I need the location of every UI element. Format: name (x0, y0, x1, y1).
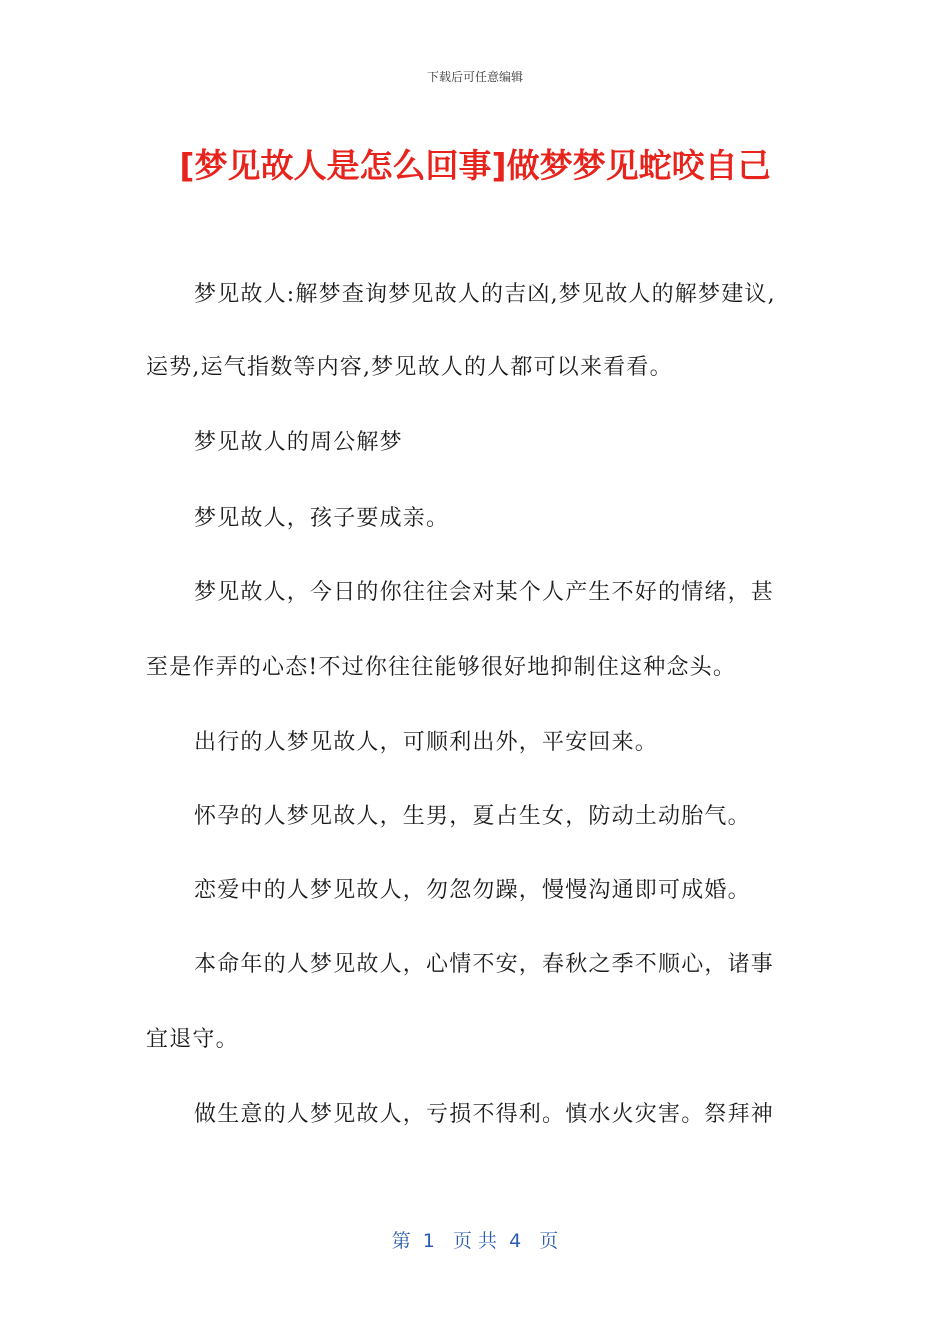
paragraph-line: 梦见故人:解梦查询梦见故人的吉凶,梦见故人的解梦建议, (194, 282, 776, 307)
paragraph-line: 做生意的人梦见故人，亏损不得利。慎水火灾害。祭拜神 (194, 1102, 775, 1127)
header-note: 下载后可任意编辑 (426, 70, 523, 84)
paragraph-line: 宜退守。 (146, 1027, 239, 1052)
paragraph-line: 运势,运气指数等内容,梦见故人的人都可以来看看。 (146, 355, 673, 380)
paragraph-line: 恋爱中的人梦见故人，勿忽勿躁，慢慢沟通即可成婚。 (194, 878, 751, 903)
paragraph-line: 出行的人梦见故人，可顺利出外，平安回来。 (194, 730, 659, 755)
paragraph-line: 梦见故人，孩子要成亲。 (194, 506, 450, 531)
paragraph-line: 怀孕的人梦见故人，生男，夏占生女，防动土动胎气。 (194, 804, 751, 829)
document-title: [梦见故人是怎么回事]做梦梦见蛇咬自己 (179, 146, 771, 185)
paragraph-line: 梦见故人，今日的你往往会对某个人产生不好的情绪，甚 (194, 580, 775, 605)
paragraph-line: 至是作弄的心态!不过你往往能够很好地抑制住这种念头。 (146, 655, 737, 680)
paragraph-line: 梦见故人的周公解梦 (194, 430, 403, 455)
page-number: 第 1 页 共 4 页 (391, 1230, 559, 1252)
paragraph-line: 本命年的人梦见故人，心情不安，春秋之季不顺心，诸事 (194, 952, 775, 977)
